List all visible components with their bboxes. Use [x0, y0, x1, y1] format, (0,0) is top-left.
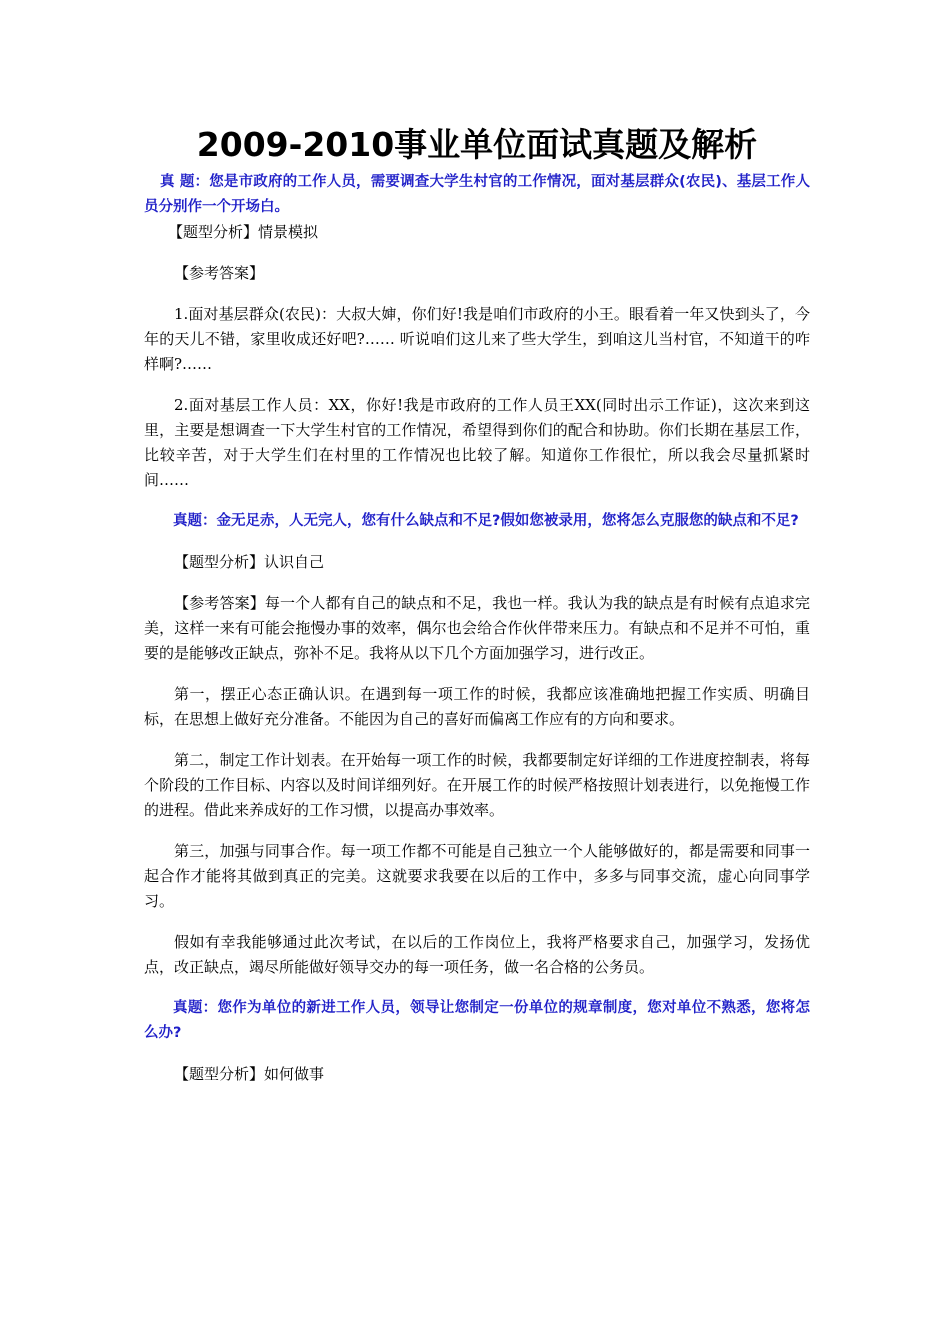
q1-answer-2: 2.面对基层工作人员：XX，你好!我是市政府的工作人员王XX(同时出示工作证)，这次来到这里，主要是想调查一下大学生村官的工作情况，希望得到你们的配合和协助。你们长期在基层工作，比较辛苦，对于大学生们在村里的工作情况也比较了解。知道你工作很忙，所以我会尽量抓紧时间……: [144, 396, 810, 489]
question-2: 真题：金无足赤，人无完人，您有什么缺点和不足?假如您被录用，您将怎么克服您的缺点和不足?: [173, 513, 799, 529]
q1-answer-label: 【参考答案】: [174, 264, 265, 282]
q2-point-3: 第三，加强与同事合作。每一项工作都不可能是自己独立一个人能够做好的，都是需要和同事一起合作才能将其做到真正的完美。这就要求我要在以后的工作中，多多与同事交流，虚心向同事学习。: [144, 842, 810, 910]
q2-answer-intro: 【参考答案】每一个人都有自己的缺点和不足，我也一样。我认为我的缺点是有时候有点追求完美，这样一来有可能会拖慢办事的效率，偶尔也会给合作伙伴带来压力。有缺点和不足并不可怕，重要的是能够改正缺点，弥补不足。我将从以下几个方面加强学习，进行改正。: [144, 594, 810, 662]
q1-type-analysis: 【题型分析】情景模拟: [168, 223, 319, 241]
q2-point-1: 第一，摆正心态正确认识。在遇到每一项工作的时候，我都应该准确地把握工作实质、明确目标，在思想上做好充分准备。不能因为自己的喜好而偏离工作应有的方向和要求。: [144, 685, 810, 728]
q1-answer-1: 1.面对基层群众(农民)：大叔大婶，你们好!我是咱们市政府的小王。眼看着一年又快到头了，今年的天儿不错，家里收成还好吧?…… 听说咱们这儿来了些大学生，到咱这儿当村官，不知道干的咋样啊?……: [144, 305, 810, 373]
document-title: 2009-2010事业单位面试真题及解析: [196, 125, 758, 164]
question-1: 真 题：您是市政府的工作人员，需要调查大学生村官的工作情况，面对基层群众(农民)、基层工作人员分别作一个开场白。: [144, 174, 810, 215]
document-page: [144, 120, 810, 1087]
q2-type-analysis: 【题型分析】认识自己: [174, 553, 325, 571]
q2-point-2: 第二，制定工作计划表。在开始每一项工作的时候，我都要制定好详细的工作进度控制表，将每个阶段的工作目标、内容以及时间详细列好。在开展工作的时候严格按照计划表进行，以免拖慢工作的进程。借此来养成好的工作习惯，以提高办事效率。: [144, 751, 810, 819]
question-3: 真题：您作为单位的新进工作人员，领导让您制定一份单位的规章制度，您对单位不熟悉，您将怎么办?: [144, 1000, 810, 1041]
q2-conclusion: 假如有幸我能够通过此次考试，在以后的工作岗位上，我将严格要求自己，加强学习，发扬优点，改正缺点，竭尽所能做好领导交办的每一项任务，做一名合格的公务员。: [144, 933, 810, 976]
q3-type-analysis: 【题型分析】如何做事: [174, 1065, 325, 1083]
